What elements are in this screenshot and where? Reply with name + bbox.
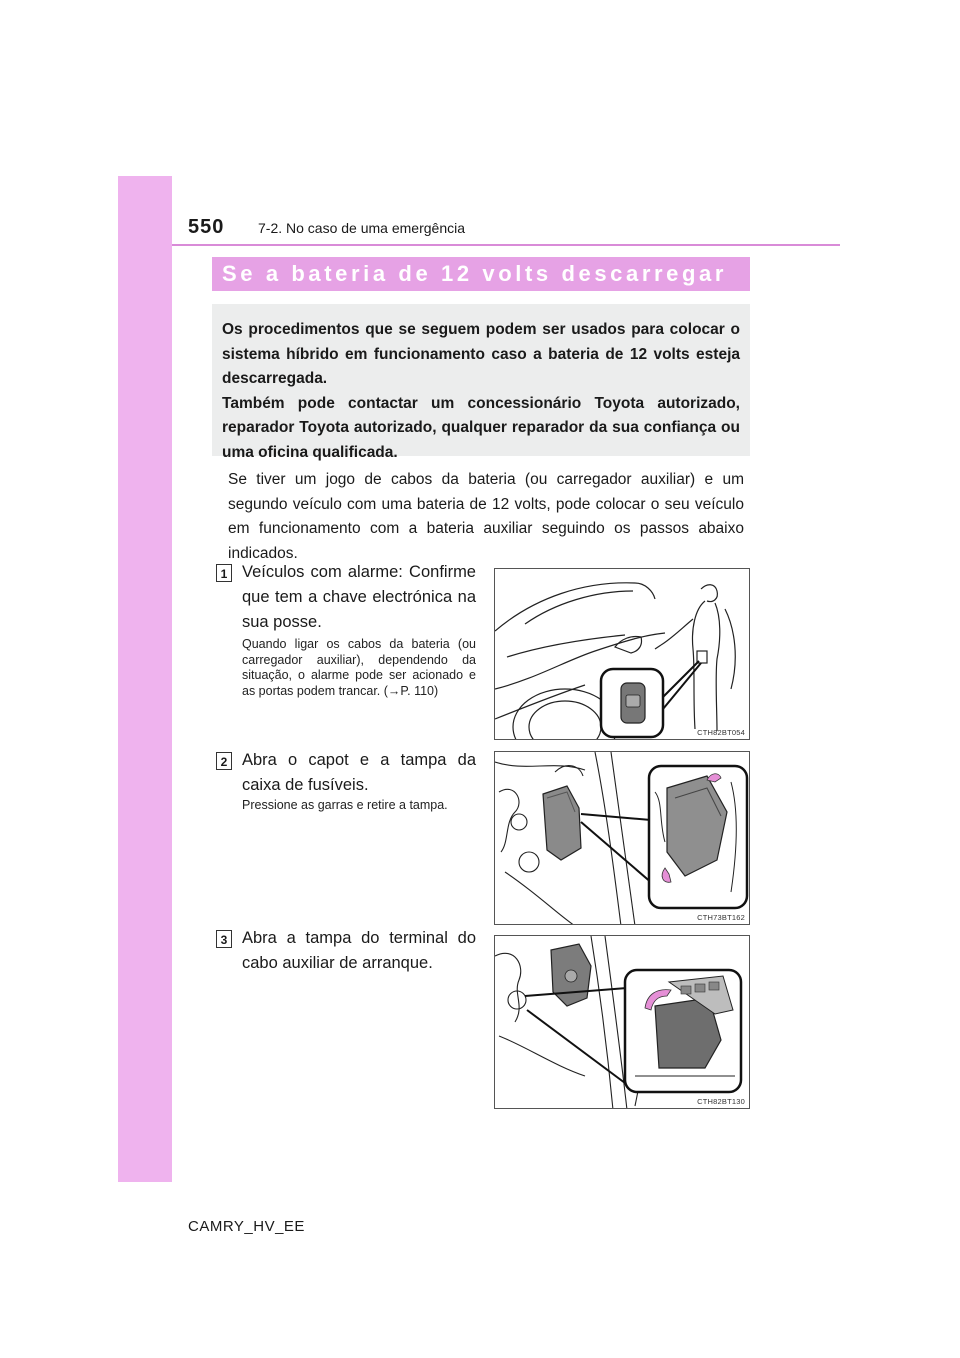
body-paragraph: Se tiver um jogo de cabos da bateria (ou carregador auxiliar) e um segundo veículo com uma bateria de 12 volts, pode colocar o seu veículo em funcionamento com a bateria auxiliar seguindo os passos abaixo indicados.: [228, 471, 744, 562]
terminal-cover-inset: [625, 970, 741, 1092]
smart-key-inset: [601, 661, 701, 737]
step-2-text: Abra o capot e a tampa da caixa de fusíveis.: [242, 751, 476, 794]
figure-code: CTH73BT162: [697, 913, 745, 922]
footer-model-code: CAMRY_HV_EE: [188, 1218, 305, 1235]
step-2-number: 2: [216, 752, 232, 770]
step-1-note: Quando ligar os cabos da bateria (ou carregador auxiliar), dependendo da situação, o alarme pode ser acionado e as portas podem trancar. (→P. 110): [242, 637, 476, 698]
step-2-figure: [494, 751, 750, 925]
car-with-person-illustration: [495, 569, 750, 740]
fuse-box-inset: [649, 766, 747, 908]
fuse-box: [543, 786, 581, 860]
step-3-number: 3: [216, 930, 232, 948]
intro-paragraph-2: Também pode contactar um concessionário Toyota autorizado, reparador Toyota autorizado, qualquer reparador da sua confiança ou uma oficina qualificada.: [222, 394, 740, 461]
step-3-text: Abra a tampa do terminal do cabo auxiliar de arranque.: [242, 929, 476, 972]
section-title: Se a bateria de 12 volts descarregar: [212, 257, 750, 291]
intro-box: [212, 304, 750, 461]
intro-paragraph-1: Os procedimentos que se seguem podem ser usados para colocar o sistema híbrido em funcionamento caso a bateria de 12 volts esteja descarregada.: [222, 321, 740, 387]
jump-terminal-cover-illustration: [495, 936, 750, 1109]
engine-bay-fuse-box-illustration: [495, 752, 750, 925]
terminal-block: [551, 944, 591, 1006]
step-3-figure: [494, 935, 750, 1109]
chapter-side-tab: [118, 176, 172, 1182]
header-rule: [172, 244, 840, 246]
page-number: 550: [188, 216, 225, 238]
chapter-title: 7-2. No caso de uma emergência: [258, 220, 465, 236]
figure-code: CTH82BT054: [697, 728, 745, 737]
figure-code: CTH82BT130: [697, 1097, 745, 1106]
step-1-number: 1: [216, 564, 232, 582]
step-1-figure: [494, 568, 750, 740]
step-1-text: Veículos com alarme: Confirme que tem a chave electrónica na sua posse.: [242, 563, 476, 631]
step-2-note: Pressione as garras e retire a tampa.: [242, 798, 448, 812]
